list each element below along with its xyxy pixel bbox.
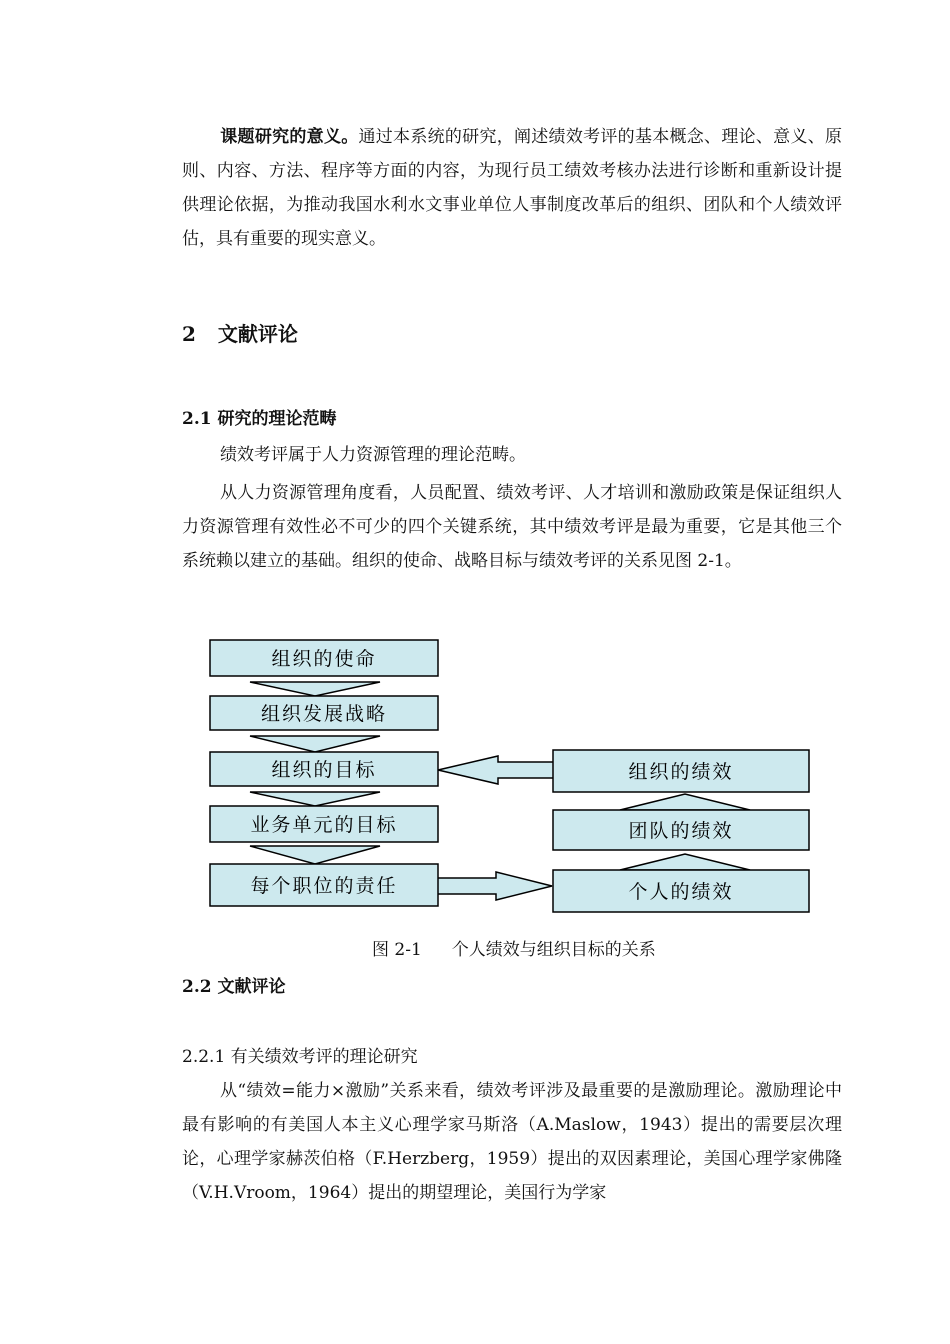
subsection-heading-2-2-1: 2.2.1 有关绩效考评的理论研究 [182, 1047, 418, 1067]
section-heading [182, 318, 298, 347]
label-org-goal: 组织的目标 [271, 759, 377, 781]
down-arrow-1 [250, 682, 380, 696]
left-arrow [438, 756, 554, 784]
label-org-performance: 组织的绩效 [628, 761, 734, 783]
paragraph-scope: 绩效考评属于人力资源管理的理论范畴。 [220, 445, 526, 465]
down-arrow-3 [250, 792, 380, 806]
performance-diagram [200, 632, 820, 922]
right-arrow [436, 872, 552, 900]
section-number: 2 [182, 322, 196, 346]
figure-caption [372, 935, 656, 960]
intro-paragraph [182, 120, 842, 256]
label-unit-goal: 业务单元的目标 [250, 814, 398, 836]
label-org-mission: 组织的使命 [271, 648, 377, 670]
subsection-heading-2-1: 2.1 研究的理论范畴 [182, 409, 337, 429]
paragraph-hrm: 从人力资源管理角度看，人员配置、绩效考评、人才培训和激励政策是保证组织人力资源管理有效性必不可少的四个关键系统，其中绩效考评是最为重要，它是其他三个系统赖以建立的基础。组织的使命、战略目标与绩效考评的关系见图 2-1。 [182, 483, 842, 571]
label-team-performance: 团队的绩效 [628, 820, 734, 842]
intro-lead: 课题研究的意义。 [220, 127, 359, 147]
caption-number: 图 2-1 [372, 940, 422, 960]
subsection-heading-2-2: 2.2 文献评论 [182, 977, 286, 997]
label-org-strategy: 组织发展战略 [260, 703, 388, 725]
up-arrow-1 [620, 794, 750, 810]
down-arrow-4 [250, 846, 380, 864]
section-title: 文献评论 [217, 322, 298, 346]
up-arrow-2 [620, 854, 750, 870]
label-position-duty: 每个职位的责任 [250, 875, 398, 897]
paragraph-motivation: 从“绩效=能力×激励”关系来看，绩效考评涉及最重要的是激励理论。激励理论中最有影响的有美国人本主义心理学家马斯洛（A.Maslow，1943）提出的需要层次理论，心理学家赫茨伯格（F.Herzberg，1959）提出的双因素理论，美国心理学家佛隆（V.H.Vroom，1964）提出的期望理论，美国行为学家 [182, 1081, 842, 1203]
caption-text: 个人绩效与组织目标的关系 [451, 940, 656, 960]
label-individual-performance: 个人的绩效 [628, 881, 734, 903]
intro-text: 通过本系统的研究，阐述绩效考评的基本概念、理论、意义、原则、内容、方法、程序等方面的内容，为现行员工绩效考核办法进行诊断和重新设计提供理论依据，为推动我国水利水文事业单位人事制度改革后的组织、团队和个人绩效评估，具有重要的现实意义。 [182, 127, 842, 249]
down-arrow-2 [250, 736, 380, 752]
